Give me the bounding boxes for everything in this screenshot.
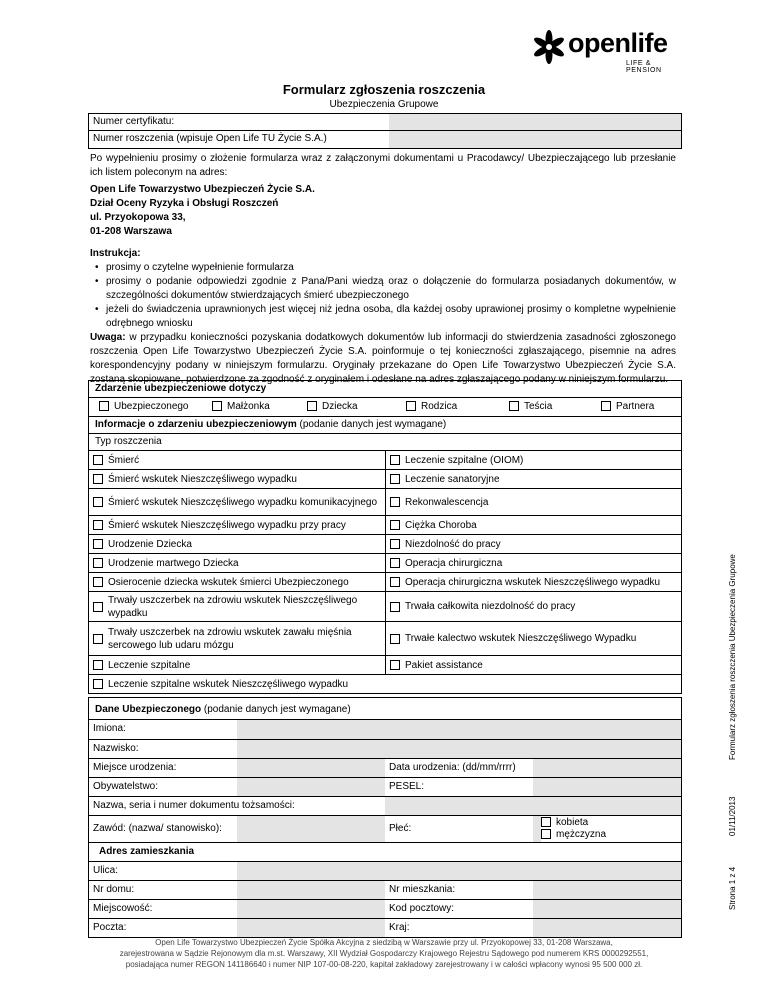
instructions [90, 247, 676, 387]
checkbox[interactable] [390, 520, 400, 530]
open-life-logo [532, 28, 682, 72]
logo-wordmark: openlife [568, 28, 668, 58]
footer-line: posiadająca numer REGON 141186640 i numer NIP 107-00-08-220, kapitał zakładowy zarejestrowany i w całości wpłacony wynosi 95 500 000 zł. [125, 960, 643, 969]
claim-option-label: Trwała całkowita niezdolność do pracy [405, 601, 576, 612]
pesel-field[interactable] [533, 778, 681, 796]
gender-male-option[interactable] [541, 829, 681, 841]
claim-option[interactable] [385, 621, 681, 655]
first-names-field[interactable] [237, 720, 681, 739]
claim-option[interactable] [89, 572, 385, 591]
checkbox[interactable] [212, 401, 222, 411]
certificate-number-field[interactable] [389, 114, 681, 130]
checkbox[interactable] [390, 634, 400, 644]
option-label: Małżonka [227, 401, 270, 412]
event-option[interactable] [212, 401, 307, 413]
claim-option-label: Pakiet assistance [405, 659, 483, 671]
citizenship-label: Obywatelstwo: [93, 781, 159, 792]
claim-option[interactable] [385, 553, 681, 572]
checkbox[interactable] [509, 401, 519, 411]
claim-option-label: Trwały uszczerbek na zdrowiu wskutek Nieszczęśliwego wypadku [108, 594, 358, 619]
checkbox[interactable] [390, 497, 400, 507]
event-option[interactable] [406, 401, 509, 413]
checkbox[interactable] [93, 497, 103, 507]
citizenship-field[interactable] [237, 778, 385, 796]
street-field[interactable] [237, 862, 681, 880]
postal-code-field[interactable] [533, 900, 681, 918]
id-document-field[interactable] [385, 797, 681, 815]
instructions-title: Instrukcja: [90, 248, 141, 259]
pesel-label: PESEL: [389, 781, 425, 792]
occupation-row [89, 815, 681, 842]
claim-option-label: Niezdolność do pracy [405, 538, 501, 550]
side-date: 01/11/2013 [728, 796, 737, 836]
birthdate-label: Data urodzenia: (dd/mm/rrrr) [389, 762, 516, 773]
address-line: Dział Oceny Ryzyka i Obsługi Roszczeń [90, 198, 279, 209]
gender-label: Płeć: [389, 823, 412, 834]
claim-option[interactable] [89, 534, 385, 553]
gender-female-label: kobieta [556, 817, 589, 828]
gender-female-option[interactable] [541, 817, 681, 829]
claim-option-label: Śmierć [108, 454, 140, 466]
claim-option-label: Urodzenie Dziecka [108, 538, 192, 550]
checkbox[interactable] [406, 401, 416, 411]
claim-type-label: Typ roszczenia [89, 433, 681, 450]
insured-heading-rest: (podanie danych jest wymagane) [201, 704, 351, 715]
note-text [90, 331, 676, 387]
claim-option-label: Leczenie szpitalne (OIOM) [405, 454, 524, 466]
checkbox[interactable] [307, 401, 317, 411]
checkbox[interactable] [93, 660, 103, 670]
street-label: Ulica: [93, 865, 119, 876]
certificate-fields [88, 113, 682, 149]
checkbox[interactable] [93, 539, 103, 549]
claim-option-label: Leczenie sanatoryjne [405, 473, 500, 485]
mailing-address [90, 183, 315, 239]
id-document-row [89, 796, 681, 815]
checkbox[interactable] [93, 474, 103, 484]
event-option[interactable] [99, 401, 212, 413]
event-options [89, 398, 681, 416]
city-label: Miejscowość: [93, 903, 153, 914]
birthdate-field[interactable] [533, 759, 681, 777]
insured-heading [89, 698, 681, 720]
note-label: Uwaga: [90, 332, 126, 343]
birth-row [89, 758, 681, 777]
checkbox[interactable] [93, 602, 103, 612]
id-document-label: Nazwa, seria i numer dokumentu tożsamości: [93, 800, 295, 811]
address-line: ul. Przyokopowa 33, [90, 212, 186, 223]
checkbox[interactable] [390, 602, 400, 612]
postal-code-label: Kod pocztowy: [389, 903, 455, 914]
claim-option-label: Urodzenie martwego Dziecka [108, 557, 239, 569]
street-row [89, 861, 681, 880]
claim-option[interactable] [89, 591, 385, 621]
intro-text: Po wypełnieniu prosimy o złożenie formularza wraz z załączonymi dokumentami u Pracodawcy/ Ubezpieczającego lub przesłanie ich listem poleconym na adres: [90, 153, 676, 178]
checkbox[interactable] [93, 455, 103, 465]
house-number-label: Nr domu: [93, 884, 135, 895]
footer-line: Open Life Towarzystwo Ubezpieczeń Życie Spółka Akcyjna z siedzibą w Warszawie przy ul. Przyokopowej 33, 01-208 Warszawa, [155, 938, 613, 947]
surname-field[interactable] [237, 740, 681, 758]
option-label: Rodzica [421, 401, 458, 412]
event-section [88, 380, 682, 694]
claim-option-label: Osierocenie dziecka wskutek śmierci Ubezpieczonego [108, 576, 349, 588]
claim-option-label: Rekonwalescencja [405, 496, 489, 508]
checkbox[interactable] [390, 660, 400, 670]
instruction-item: • jeżeli do świadczenia uprawnionych jest więcej niż jedna osoba, dla każdej osoby uprawionej prosimy o kompletne wypełnienie odrębnego wniosku [90, 303, 676, 331]
checkbox[interactable] [390, 474, 400, 484]
certificate-number-label: Numer certyfikatu: [93, 116, 175, 127]
checkbox[interactable] [93, 679, 103, 689]
logo-subtitle: LIFE & PENSION [626, 60, 662, 74]
footer-line: zarejestrowana w Sądzie Rejonowym dla m.st. Warszawy, XII Wydział Gospodarczy Krajowego Rejestru Sądowego pod numerem KRS 0000292551, [119, 949, 649, 958]
claim-option-label: Trwałe kalectwo wskutek Nieszczęśliwego Wypadku [405, 633, 637, 644]
claim-option-label: Trwały uszczerbek na zdrowiu wskutek zawału mięśnia sercowego lub udaru mózgu [108, 626, 352, 651]
event-option[interactable] [307, 401, 406, 413]
claim-option[interactable] [385, 488, 681, 515]
surname-row [89, 739, 681, 758]
option-label: Dziecka [322, 401, 358, 412]
claim-option-label: Leczenie szpitalne [108, 659, 191, 671]
page-subtitle: Ubezpieczenia Grupowe [329, 99, 439, 110]
claim-number-label: Numer roszczenia (wpisuje Open Life TU Życie S.A.) [93, 133, 327, 144]
city-field[interactable] [237, 900, 385, 918]
side-page-number: Strona 1 z 4 [728, 866, 737, 910]
claim-option[interactable] [89, 621, 385, 655]
claim-option-label: Ciężka Choroba [405, 519, 477, 531]
claim-option[interactable] [385, 450, 681, 469]
post-office-field[interactable] [237, 919, 385, 937]
claim-option[interactable] [385, 591, 681, 621]
event-option[interactable] [509, 401, 601, 413]
apartment-number-field[interactable] [533, 881, 681, 899]
option-label: Partnera [616, 401, 655, 412]
post-office-label: Poczta: [93, 922, 127, 933]
insured-data-section [88, 697, 682, 938]
address-heading: Adres zamieszkania [89, 842, 681, 861]
citizenship-row [89, 777, 681, 796]
surname-label: Nazwisko: [93, 743, 139, 754]
checkbox[interactable] [93, 577, 103, 587]
checkbox[interactable] [601, 401, 611, 411]
info-heading [89, 416, 681, 433]
claim-number-field[interactable] [389, 131, 681, 148]
claim-option[interactable] [385, 515, 681, 534]
event-option[interactable] [601, 401, 654, 413]
claim-option-label: Śmierć wskutek Nieszczęśliwego wypadku przy pracy [108, 519, 346, 531]
claim-option[interactable] [89, 515, 385, 534]
checkbox[interactable] [93, 520, 103, 530]
checkbox[interactable] [99, 401, 109, 411]
checkbox[interactable] [93, 558, 103, 568]
side-form-name: Formularz zgłoszenia roszczenia Ubezpieczenia Grupowe [728, 554, 737, 760]
claim-option[interactable] [89, 553, 385, 572]
checkbox[interactable] [390, 455, 400, 465]
event-heading: Zdarzenie ubezpieczeniowe dotyczy [89, 381, 681, 398]
claim-option[interactable] [385, 534, 681, 553]
claim-option[interactable] [89, 469, 385, 488]
checkbox[interactable] [390, 558, 400, 568]
instruction-item: • prosimy o czytelne wypełnienie formularza [90, 261, 676, 275]
claim-option-label: Leczenie szpitalne wskutek Nieszczęśliwego wypadku [108, 678, 349, 690]
address-line: 01-208 Warszawa [90, 226, 172, 237]
option-label: Teścia [524, 401, 553, 412]
footer-legal [0, 937, 768, 970]
insured-heading-bold: Dane Ubezpieczonego [95, 704, 202, 715]
gender-male-label: mężczyzna [556, 829, 607, 840]
city-row [89, 899, 681, 918]
birthplace-field[interactable] [237, 759, 385, 777]
claim-option-label: Śmierć wskutek Nieszczęśliwego wypadku [108, 473, 297, 485]
claim-option-label: Śmierć wskutek Nieszczęśliwego wypadku komunikacyjnego [108, 496, 377, 508]
first-names-row [89, 720, 681, 739]
claim-option[interactable] [385, 572, 681, 591]
claim-option[interactable] [89, 488, 385, 515]
country-label: Kraj: [389, 922, 410, 933]
first-names-label: Imiona: [93, 723, 126, 734]
claim-type-grid [89, 450, 681, 674]
claim-option[interactable] [385, 469, 681, 488]
instruction-item: • prosimy o podanie odpowiedzi zgodnie z Pana/Pani wiedzą oraz o dołączenie do formularza posiadanych dokumentów, w szczególności dokumentów stwierdzających śmierć ubezpieczonego [90, 275, 676, 303]
checkbox[interactable] [541, 817, 551, 827]
birthplace-label: Miejsce urodzenia: [93, 762, 177, 773]
address-line: Open Life Towarzystwo Ubezpieczeń Życie S.A. [90, 184, 315, 195]
apartment-number-label: Nr mieszkania: [389, 884, 456, 895]
flower-logo-icon [532, 30, 566, 64]
claim-option[interactable] [89, 450, 385, 469]
checkbox[interactable] [390, 577, 400, 587]
occupation-field[interactable] [237, 816, 385, 842]
claim-option-label: Operacja chirurgiczna [405, 557, 503, 569]
claim-option[interactable] [385, 655, 681, 674]
house-number-field[interactable] [237, 881, 385, 899]
checkbox[interactable] [390, 539, 400, 549]
gender-options [541, 816, 681, 842]
claim-option[interactable] [89, 674, 681, 693]
claim-option-label: Operacja chirurgiczna wskutek Nieszczęśliwego wypadku [405, 576, 661, 588]
info-heading-bold: Informacje o zdarzeniu ubezpieczeniowym [95, 419, 297, 430]
info-heading-rest: (podanie danych jest wymagane) [296, 419, 447, 430]
post-row [89, 918, 681, 937]
checkbox[interactable] [541, 829, 551, 839]
occupation-label: Zawód: (nazwa/ stanowisko): [93, 823, 222, 834]
country-field[interactable] [533, 919, 681, 937]
checkbox[interactable] [93, 634, 103, 644]
page-title: Formularz zgłoszenia roszczenia [282, 82, 486, 97]
note-body: w przypadku konieczności pozyskania dodatkowych dokumentów lub informacji do stwierdzenia zasadności zgłoszonego roszczenia Open Life Towarzystwo Ubezpieczeń Życie S.A. poinformuje o tej konieczności zgłaszającego, pisemnie na adres korespondencyjny podany w niniejszym formularzu. Oryginały przekazane do Open Life Towarzystwo Ubezpieczeń Życie S.A. zostaną skopiowane, potwierdzone za zgodność z oryginałem i odesłane na adres zgłaszającego podany w niniejszym formularzu. [90, 332, 676, 385]
house-row [89, 880, 681, 899]
option-label: Ubezpieczonego [114, 401, 189, 412]
claim-option[interactable] [89, 655, 385, 674]
